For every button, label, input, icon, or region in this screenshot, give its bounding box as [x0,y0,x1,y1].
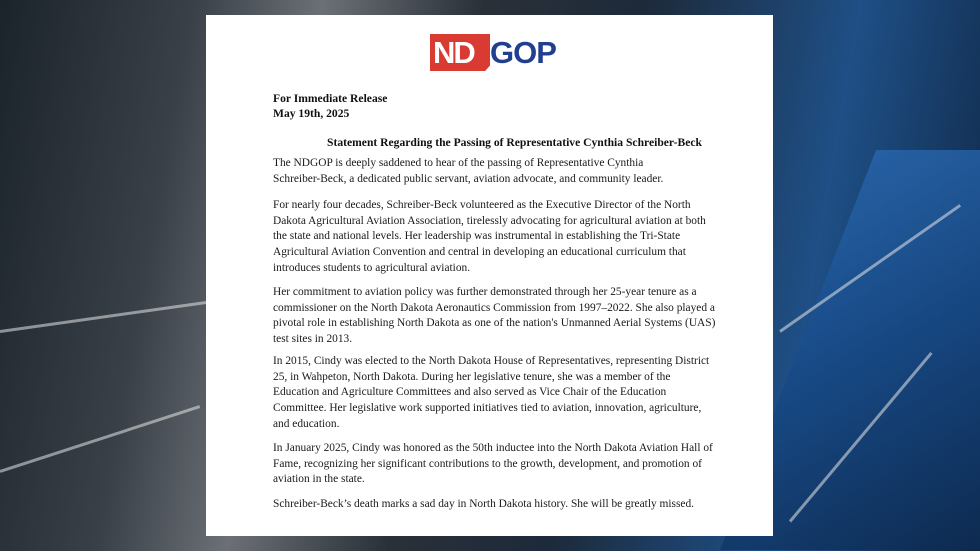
paragraph-line: For nearly four decades, Schreiber-Beck volunteered as the Executive Director of the North [273,199,691,211]
paragraph-line: In 2015, Cindy was elected to the North Dakota House of Representatives, representing District [273,355,710,367]
release-date: May 19th, 2025 [273,107,350,120]
paragraph-line: Fame, recognizing her significant contributions to the growth, development, and promotion of [273,457,702,470]
paragraph-line: Schreiber-Beck’s death marks a sad day in North Dakota history. She will be greatly missed. [273,498,695,510]
statement-title: Statement Regarding the Passing of Representative Cynthia Schreiber-Beck [327,136,702,149]
logo-nd-text: ND [433,35,474,70]
paragraph-line: the state and national levels. Her leadership was instrumental in establishing the Tri-State [273,230,681,243]
background-streak [0,405,200,473]
background-streak [0,301,208,333]
paragraph-line: Agricultural Aviation Convention and central in developing an educational curriculum that [273,246,686,259]
paragraph-4 [273,354,709,433]
paragraph-line: introduces students to agricultural aviation. [273,261,471,274]
release-label: For Immediate Release [273,92,388,105]
paragraph-line: Committee. Her legislative work supported initiatives tied to aviation, innovation, agriculture, [273,402,702,415]
paragraph-6 [273,497,694,513]
paragraph-line: Her commitment to aviation policy was further demonstrated through her 25-year tenure as a [273,286,697,298]
paragraph-3 [273,285,715,348]
paragraph-line: In January 2025, Cindy was honored as the 50th inductee into the North Dakota Aviation Hall of [273,442,713,454]
press-release-document [206,15,773,536]
logo-gop-text: GOP [490,35,556,70]
paragraph-line: Education and Agriculture Committees and also served as Vice Chair of the Education [273,386,667,399]
paragraph-line: The NDGOP is deeply saddened to hear of the passing of Representative Cynthia [273,157,644,169]
paragraph-5 [273,441,713,488]
paragraph-line: commissioner on the North Dakota Aeronautics Commission from 1997–2022. She also played a [273,301,715,314]
paragraph-line: pivotal role in establishing North Dakota as one of the nation's Unmanned Aerial Systems (UAS) [273,317,716,330]
paragraph-line: aviation in the state. [273,473,365,486]
paragraph-line: Schreiber-Beck, a dedicated public servant, aviation advocate, and community leader. [273,172,664,185]
ndgop-logo [430,34,554,71]
paragraph-line: Dakota Agricultural Aviation Association, tirelessly advocating for agricultural aviation at both [273,214,706,227]
paragraph-line: 25, in Wahpeton, North Dakota. During her legislative tenure, she was a member of the [273,370,671,383]
paragraph-line: test sites in 2013. [273,333,353,346]
paragraph-2 [273,198,706,277]
paragraph-1 [273,156,663,187]
paragraph-line: and education. [273,417,340,430]
